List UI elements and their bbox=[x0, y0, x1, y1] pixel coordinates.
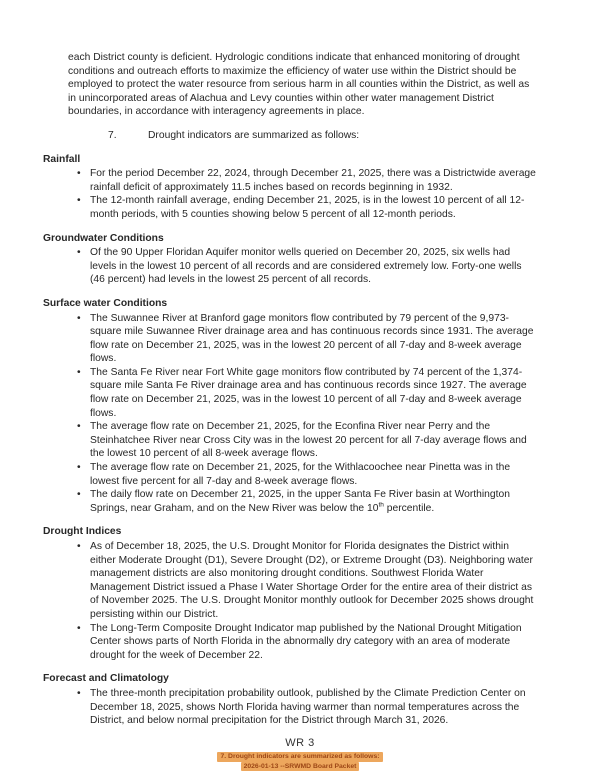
annotation-line-2: 2026-01-13 --SRWMD Board Packet bbox=[241, 762, 360, 772]
bullet-item: • Of the 90 Upper Floridan Aquifer monitor wells queried on December 20, 2025, six wells had levels in the lowest 10 percent of all records and are considered extremely low. Forty-one wells (46 percent) had levels in the lowest 25 percent of all records. bbox=[90, 246, 537, 287]
bullet-item: • The Santa Fe River near Fort White gage monitors flow contributed by 74 percent of the 1,374-square mile Santa Fe River drainage area and has continuous records since 1927. The average flow rate on December 21, 2025, was in the lowest 10 percent of all 7-day and 8-week average flows. bbox=[90, 366, 537, 420]
bullet-item: • The average flow rate on December 21, 2025, for the Withlacoochee near Pinetta was in the lowest five percent for all 7-day and 8-week average flows. bbox=[90, 461, 537, 488]
item-number: 7. bbox=[108, 129, 117, 141]
numbered-item bbox=[108, 129, 537, 143]
section-heading: Groundwater Conditions bbox=[43, 232, 164, 244]
bullet-item: • The average flow rate on December 21, 2025, for the Econfina River near Perry and the Steinhatchee River near Cross City was in the lowest 20 percent for all 7-day average flows and the lowest 10 percent of all 8-week average flows. bbox=[90, 420, 537, 461]
section-bullet-list bbox=[43, 540, 537, 662]
sections-container bbox=[43, 153, 537, 728]
page-content bbox=[43, 51, 537, 728]
bullet-item: • The Suwannee River at Branford gage monitors flow contributed by 79 percent of the 9,973-square mile Suwannee River drainage area and has continuous records since 1931. The average flow rate on December 21, 2025, was in the lowest 20 percent of all 7-day and 8-week average flows. bbox=[90, 312, 537, 366]
superscript: th bbox=[378, 501, 384, 509]
search-highlight-annotation bbox=[0, 752, 600, 771]
bullet-item: • The daily flow rate on December 21, 2025, in the upper Santa Fe River basin at Worthington Springs, near Graham, and on the New River was below the 10th percentile. bbox=[90, 488, 537, 515]
section-heading: Drought Indices bbox=[43, 526, 122, 538]
item-text: Drought indicators are summarized as follows: bbox=[148, 129, 360, 141]
intro-paragraph: each District county is deficient. Hydrologic conditions indicate that enhanced monitoring of drought conditions and outreach efforts to maximize the efficiency of water use within the District should be employed to protect the water resource from serious harm in all counties within the District, as well as in unincorporated areas of Alachua and Levy counties within other water management District boundaries, in accordance with interagency agreements in place. bbox=[68, 52, 530, 118]
page-number-label: WR 3 bbox=[285, 737, 315, 749]
bullet-item: • For the period December 22, 2024, through December 21, 2025, there was a Districtwide average rainfall deficit of approximately 11.5 inches based on records beginning in 1932. bbox=[90, 167, 537, 194]
bullet-item: • The 12-month rainfall average, ending December 21, 2025, is in the lowest 10 percent of all 12-month periods, with 5 counties showing below 5 percent of all 12-month periods. bbox=[90, 194, 537, 221]
section-bullet-list bbox=[43, 687, 537, 728]
section-bullet-list bbox=[43, 246, 537, 287]
annotation-line-1: 7. Drought indicators are summarized as follows: bbox=[217, 752, 382, 762]
section-heading: Forecast and Climatology bbox=[43, 673, 169, 685]
section-bullet-list bbox=[43, 312, 537, 516]
bullet-item: • As of December 18, 2025, the U.S. Drought Monitor for Florida designates the District within either Moderate Drought (D1), Severe Drought (D2), or Extreme Drought (D3). Neighboring water management districts are also monitoring drought conditions. Southwest Florida Water Management District issued a Phase I Water Shortage Order for the entire area of their district as of November 2025. The U.S. Drought Monitor monthly outlook for December 2025 shows drought persisting within our District. bbox=[90, 540, 537, 622]
bullet-item: • The three-month precipitation probability outlook, published by the Climate Prediction Center on December 18, 2025, shows North Florida having warmer than normal temperatures across the District, and below normal precipitation for the District through March 31, 2026. bbox=[90, 687, 537, 728]
section-heading: Surface water Conditions bbox=[43, 297, 168, 309]
section-bullet-list bbox=[43, 167, 537, 221]
section-heading: Rainfall bbox=[43, 153, 81, 165]
bullet-item: • The Long-Term Composite Drought Indicator map published by the National Drought Mitigation Center shows parts of North Florida in the abnormally dry category with an area of moderate drought for the week of December 22. bbox=[90, 622, 537, 663]
